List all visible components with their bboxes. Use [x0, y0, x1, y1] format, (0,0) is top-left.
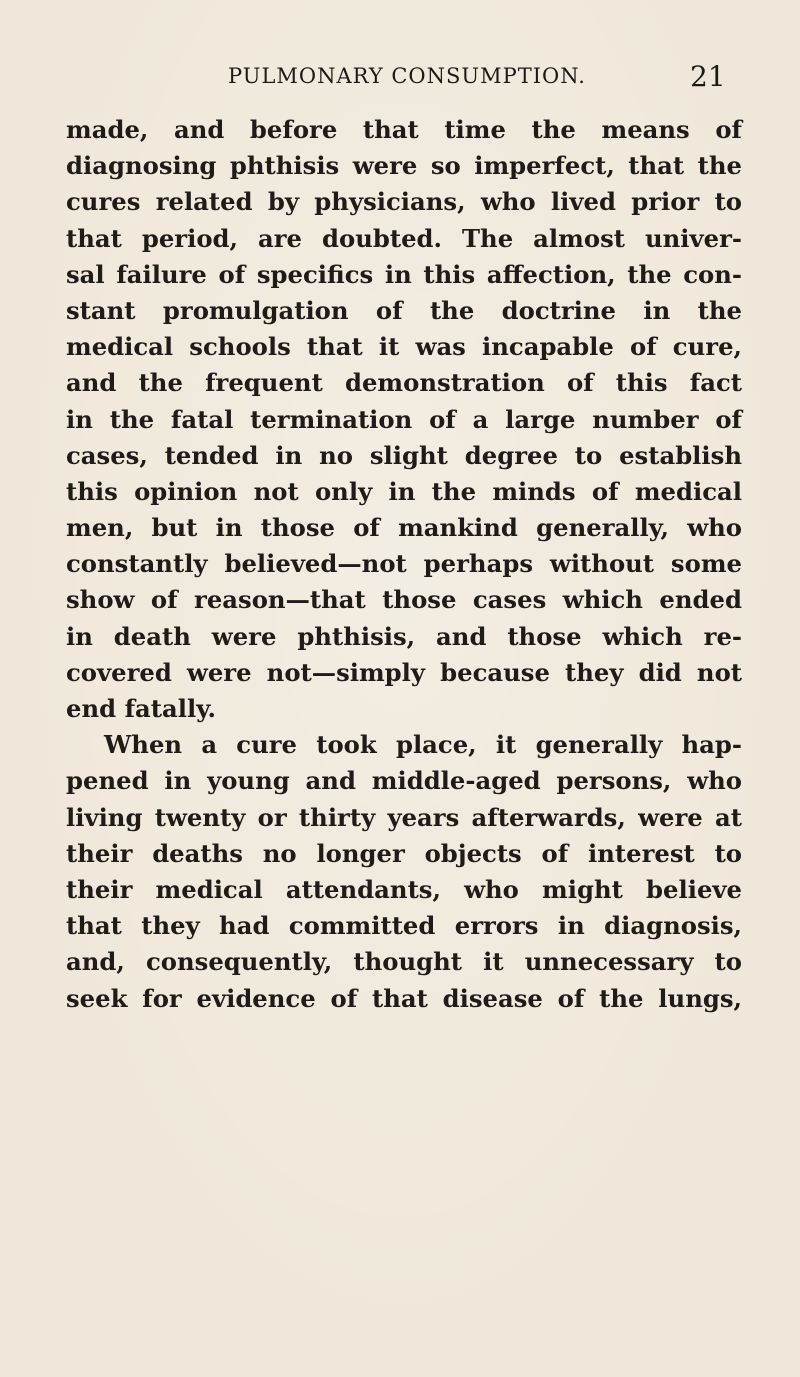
text-line: sal failure of specifics in this affection, the con-	[66, 259, 742, 289]
text-line: that period, are doubted. The almost univer-	[66, 223, 742, 253]
text-line: living twenty or thirty years afterwards, were at	[66, 802, 742, 832]
text-line: end fatally.	[66, 694, 216, 723]
text-line: men, but in those of mankind generally, who	[66, 513, 742, 543]
text-line: that they had committed errors in diagnosis,	[66, 911, 742, 941]
text-line: show of reason—that those cases which ended	[66, 585, 742, 615]
running-head	[0, 62, 800, 98]
text-line: cures related by physicians, who lived prior to	[66, 187, 742, 217]
text-line: cases, tended in no slight degree to establish	[66, 440, 742, 470]
text-line: in the fatal termination of a large number of	[66, 404, 742, 434]
text-line: in death were phthisis, and those which re-	[66, 621, 742, 651]
body-text	[66, 112, 742, 1017]
text-line: medical schools that it was incapable of cure,	[66, 332, 742, 362]
text-line: constantly believed—not perhaps without some	[66, 549, 742, 579]
text-line: made, and before that time the means of	[66, 115, 742, 144]
text-line: seek for evidence of that disease of the lungs,	[66, 983, 742, 1013]
running-title: PULMONARY CONSUMPTION.	[228, 64, 586, 88]
text-line: their deaths no longer objects of interest to	[66, 838, 742, 868]
text-line: this opinion not only in the minds of medical	[66, 476, 742, 506]
text-line: and the frequent demonstration of this fact	[66, 368, 742, 398]
text-line: pened in young and middle-aged persons, who	[66, 766, 742, 796]
page-number: 21	[690, 60, 726, 93]
text-line: covered were not—simply because they did not	[66, 657, 742, 687]
text-line: their medical attendants, who might believe	[66, 874, 742, 904]
text-line: stant promulgation of the doctrine in the	[66, 295, 742, 325]
text-line: When a cure took place, it generally hap-	[104, 730, 742, 760]
text-line: diagnosing phthisis were so imperfect, that the	[66, 151, 742, 181]
text-line: and, consequently, thought it unnecessary to	[66, 947, 742, 977]
